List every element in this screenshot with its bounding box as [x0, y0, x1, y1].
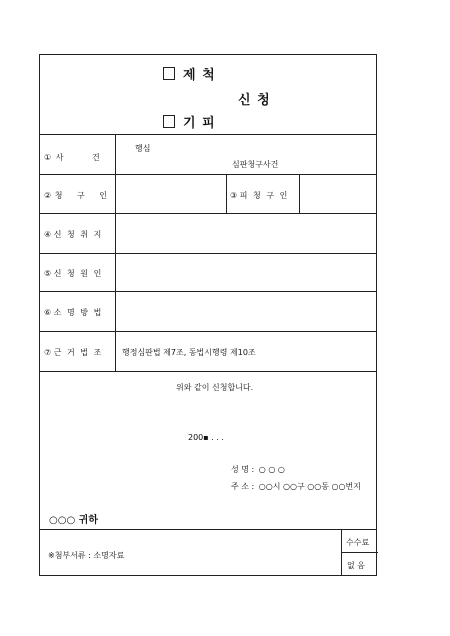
claimant-label: ② 청 구 인 [44, 191, 108, 200]
title-option-challenge: 기 피 [163, 112, 216, 131]
claimant-field[interactable] [117, 176, 224, 211]
respondent-label: ③ 피 청 구 인 [230, 191, 288, 200]
purpose-label: ④ 신 청 취 지 [44, 230, 102, 239]
attachments-note: ※첨부서류 : 소명자료 [48, 551, 125, 560]
proof-label: ⑥ 소 명 방 법 [44, 308, 102, 317]
addressee: ○○○ 귀하 [49, 515, 98, 526]
divider [299, 174, 300, 213]
fee-label: 수수료 [346, 538, 370, 547]
applicant-address: 주 소 : ○○시 ○○구 ○○동 ○○번지 [231, 482, 361, 491]
divider [226, 174, 227, 213]
case-number-prefix: 행심 [135, 144, 151, 153]
checkbox-challenge[interactable] [163, 115, 175, 128]
statement-text: 위와 같이 신청합니다. [176, 383, 254, 392]
divider [40, 529, 376, 530]
title-option-recusal: 제 척 [163, 64, 216, 83]
divider [40, 331, 376, 332]
divider [40, 213, 376, 214]
proof-field[interactable] [117, 293, 376, 329]
divider [341, 552, 378, 553]
fee-value: 없 음 [347, 561, 365, 570]
reason-field[interactable] [117, 255, 376, 289]
divider [40, 371, 376, 372]
purpose-field[interactable] [117, 215, 376, 251]
application-form [39, 54, 377, 576]
divider [40, 134, 376, 135]
divider [40, 174, 376, 175]
legal-basis-label: ⑦ 근 거 법 조 [44, 348, 102, 357]
case-label: ① 사 건 [44, 153, 100, 162]
reason-label: ⑤ 신 청 원 인 [44, 269, 102, 278]
divider [115, 134, 116, 371]
date-line: 200▪ . . . [188, 433, 224, 442]
checkbox-recusal[interactable] [163, 67, 175, 80]
legal-basis-value: 행정심판법 제7조, 동법시행령 제10조 [122, 348, 256, 357]
applicant-name: 성 명 : ○ ○ ○ [231, 465, 285, 474]
divider [40, 291, 376, 292]
respondent-field[interactable] [301, 176, 376, 211]
divider [40, 253, 376, 254]
title-middle: 신 청 [238, 93, 271, 108]
case-type: 심판청구사건 [232, 160, 279, 169]
